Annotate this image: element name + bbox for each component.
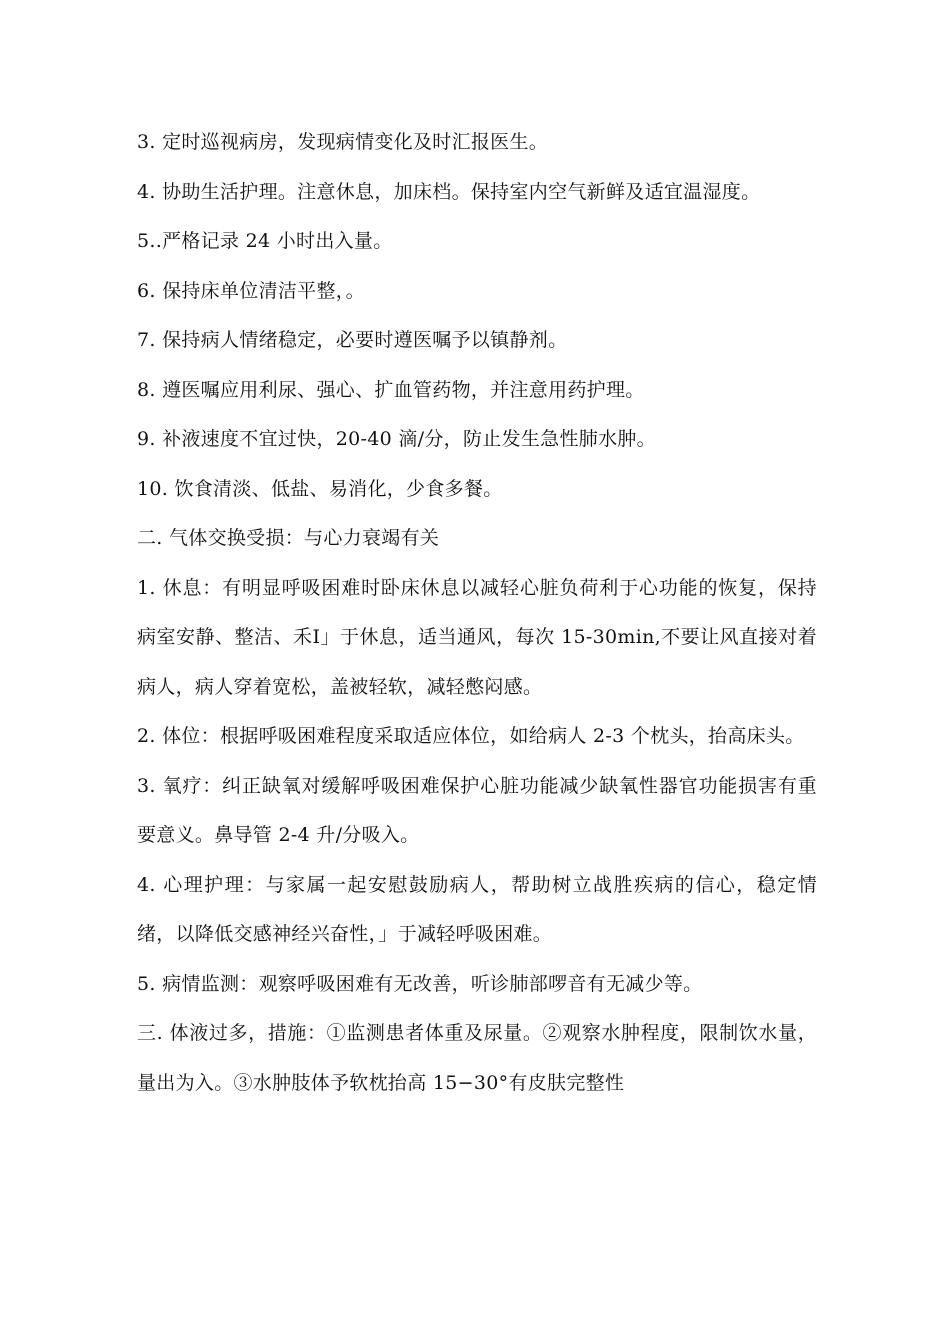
paragraph-6-bed-unit: 6. 保持床单位清洁平整，。 bbox=[137, 279, 365, 302]
section-3-fluid-excess: 三. 体液过多，措施：①监测患者体重及尿量。②观察水肿程度，限制饮水量，量出为入。③水肿肢体予软枕抬高 15−30°有皮肤完整性 bbox=[137, 1022, 817, 1094]
paragraph-3-ward-rounds: 3. 定时巡视病房，发现病情变化及时汇报医生。 bbox=[137, 131, 549, 153]
paragraph-10-diet: 10. 饮食清淡、低盐、易消化，少食多餐。 bbox=[137, 477, 503, 500]
paragraph-4-daily-care: 4. 协助生活护理。注意休息，加床档。保持室内空气新鲜及适宜温湿度。 bbox=[137, 180, 761, 203]
paragraph-oxygen: 3. 氧疗：纠正缺氧对缓解呼吸困难保护心脏功能减少缺氧性器官功能损害有重要意义。鼻导管 2-4 升/分吸入。 bbox=[137, 774, 817, 846]
paragraph-5-intake-output: 5..严格记录 24 小时出入量。 bbox=[137, 230, 393, 252]
paragraph-9-infusion: 9. 补液速度不宜过快，20-40 滴/分，防止发生急性肺水肿。 bbox=[137, 428, 656, 450]
paragraph-psych-care: 4. 心理护理：与家属一起安慰鼓励病人，帮助树立战胜疾病的信心，稳定情绪，以降低交感神经兴奋性，」于减轻呼吸困难。 bbox=[137, 873, 817, 945]
paragraph-monitoring: 5. 病情监测：观察呼吸困难有无改善，听诊肺部啰音有无减少等。 bbox=[137, 972, 703, 995]
paragraph-rest: 1. 休息：有明显呼吸困难时卧床休息以减轻心脏负荷利于心功能的恢复，保持病室安静、整洁、禾I」于休息，适当通风，每次 15-30min,不要让风直接对着病人，病人穿着宽松，盖被轻软，减轻憋闷感。 bbox=[137, 576, 817, 698]
paragraph-8-medication: 8. 遵医嘱应用利尿、强心、扩血管药物，并注意用药护理。 bbox=[137, 378, 645, 401]
document-body bbox=[137, 118, 817, 1108]
paragraph-position: 2. 体位：根据呼吸困难程度采取适应体位，如给病人 2-3 个枕头，抬高床头。 bbox=[137, 725, 805, 747]
paragraph-7-emotion: 7. 保持病人情绪稳定，必要时遵医嘱予以镇静剂。 bbox=[137, 329, 568, 351]
section-2-heading: 二. 气体交换受损：与心力衰竭有关 bbox=[137, 527, 440, 549]
